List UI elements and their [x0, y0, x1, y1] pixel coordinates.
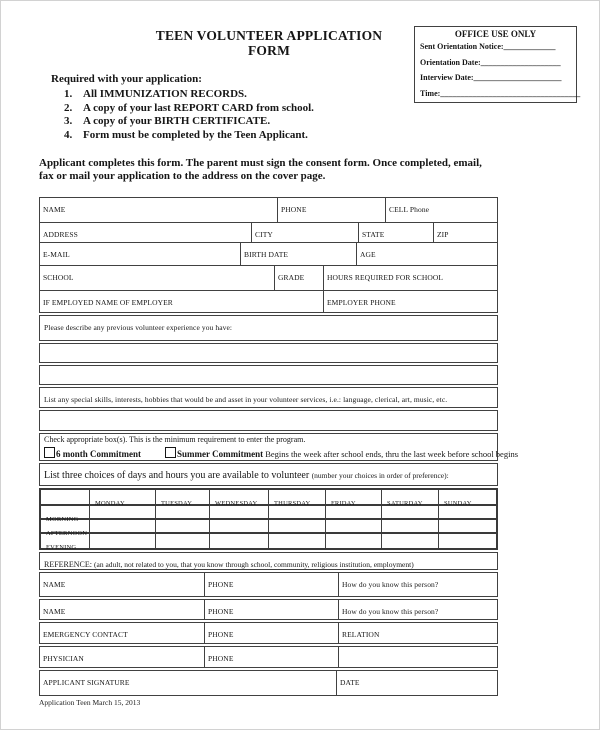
six-month-checkbox[interactable] — [44, 447, 55, 458]
office-line-time: Time:___________________________________ — [420, 88, 581, 98]
reference1-phone-field[interactable] — [205, 573, 339, 596]
city-label: CITY — [255, 230, 273, 239]
schedule-cell[interactable] — [382, 534, 439, 548]
signature-row — [39, 670, 498, 696]
requirement-text: All IMMUNIZATION RECORDS. — [83, 88, 247, 100]
requirements-heading: Required with your application: — [51, 73, 202, 85]
summer-checkbox[interactable] — [165, 447, 176, 458]
availability-morning-row — [41, 506, 496, 523]
time-label-afternoon — [41, 520, 90, 537]
physician-extra-cell[interactable] — [339, 647, 497, 667]
choices-heading-box — [39, 463, 498, 486]
reference-row-2 — [39, 599, 498, 620]
experience-label: Please describe any previous volunteer experience you have: — [44, 323, 233, 332]
time-label-evening — [41, 534, 90, 551]
address-field[interactable] — [40, 223, 252, 242]
name-label: NAME — [43, 580, 66, 589]
commitment-section — [39, 433, 519, 461]
office-line-sent-orientation: Sent Orientation Notice:_____________ — [420, 42, 556, 51]
day-header-saturday — [382, 490, 439, 507]
reference-label: REFERENCE: — [44, 560, 95, 569]
applicant-signature-field[interactable] — [40, 671, 337, 695]
how-know-label: How do you know this person? — [342, 607, 439, 616]
schedule-cell[interactable] — [269, 506, 326, 518]
availability-afternoon-row — [41, 520, 496, 537]
hours-required-field[interactable] — [324, 266, 497, 290]
emergency-phone-field[interactable] — [205, 623, 339, 643]
physician-label: PHYSICIAN — [43, 654, 84, 663]
schedule-cell[interactable] — [382, 520, 439, 532]
reference-row-1 — [39, 572, 498, 597]
day-label: MONDAY — [95, 500, 125, 507]
form-row — [39, 242, 498, 266]
relation-field[interactable] — [339, 623, 497, 643]
availability-evening-row — [41, 534, 496, 551]
phone-label: PHONE — [281, 205, 307, 214]
office-box-title: OFFICE USE ONLY — [454, 29, 537, 39]
hours-required-label: HOURS REQUIRED FOR SCHOOL — [327, 273, 444, 282]
grade-field[interactable] — [275, 266, 324, 290]
skills-blank-line[interactable] — [39, 410, 498, 431]
email-field[interactable] — [40, 243, 241, 265]
schedule-cell[interactable] — [210, 534, 269, 548]
state-label: STATE — [362, 230, 385, 239]
reference2-name-field[interactable] — [40, 600, 205, 619]
experience-field[interactable] — [39, 315, 498, 341]
skills-field[interactable] — [39, 387, 498, 408]
relation-label: RELATION — [342, 630, 380, 639]
schedule-cell[interactable] — [90, 534, 156, 548]
requirement-item — [64, 129, 314, 143]
phone-label: PHONE — [208, 630, 234, 639]
experience-blank-line[interactable] — [39, 343, 498, 363]
requirement-item — [64, 115, 314, 129]
birth-date-field[interactable] — [241, 243, 357, 265]
schedule-cell[interactable] — [90, 520, 156, 532]
birth-date-label: BIRTH DATE — [244, 250, 289, 259]
reference2-phone-field[interactable] — [205, 600, 339, 619]
emergency-contact-field[interactable] — [40, 623, 205, 643]
schedule-cell[interactable] — [326, 534, 382, 548]
schedule-cell[interactable] — [210, 506, 269, 518]
schedule-cell[interactable] — [156, 534, 210, 548]
day-header-friday — [326, 490, 382, 507]
form-row — [39, 290, 498, 313]
availability-corner-cell — [41, 490, 90, 504]
instructions-paragraph: Applicant completes this form. The parent must sign the consent form. Once completed, email, fax or mail your application to the address on the cover page. — [39, 157, 482, 182]
employer-phone-field[interactable] — [324, 291, 497, 312]
commitment-options — [44, 447, 519, 459]
how-know-label: How do you know this person? — [342, 580, 439, 589]
employer-field[interactable] — [40, 291, 324, 312]
time-label: EVENING — [46, 544, 77, 551]
day-label: FRIDAY — [331, 500, 356, 507]
physician-field[interactable] — [40, 647, 205, 667]
experience-blank-line[interactable] — [39, 365, 498, 385]
requirement-text: A copy of your last REPORT CARD from school. — [83, 101, 314, 114]
schedule-cell[interactable] — [326, 520, 382, 532]
school-field[interactable] — [40, 266, 275, 290]
requirement-item — [64, 88, 314, 102]
day-label: WEDNESDAY — [215, 500, 258, 507]
city-field[interactable] — [252, 223, 359, 242]
day-label: SATURDAY — [387, 500, 423, 507]
page-title-line1: TEEN VOLUNTEER APPLICATION — [155, 28, 383, 43]
time-label: AFTERNOON — [46, 530, 88, 537]
name-field[interactable] — [40, 198, 278, 222]
address-label: ADDRESS — [43, 230, 78, 239]
schedule-cell[interactable] — [90, 506, 156, 518]
schedule-cell[interactable] — [269, 520, 326, 532]
phone-label: PHONE — [208, 654, 234, 663]
employer-label: IF EMPLOYED NAME OF EMPLOYER — [43, 298, 173, 307]
email-label: E-MAIL — [43, 250, 70, 259]
cell-phone-field[interactable] — [386, 198, 497, 222]
physician-row — [39, 646, 498, 668]
day-header-wednesday — [210, 490, 269, 507]
date-label: DATE — [340, 678, 360, 687]
schedule-cell[interactable] — [439, 506, 496, 518]
document-footer: Application Teen March 15, 2013 — [39, 698, 141, 707]
reference-note: (an adult, not related to you, that you know through school, community, religious institution, employment) — [94, 560, 414, 569]
summer-description: Begins the week after school ends, thru the last week before school begins — [263, 449, 519, 459]
requirement-number: 3. — [64, 115, 73, 127]
zip-field[interactable] — [434, 223, 497, 242]
time-label: MORNING — [46, 516, 79, 523]
availability-header-row — [41, 490, 496, 506]
emergency-contact-label: EMERGENCY CONTACT — [43, 630, 128, 639]
checkbox-intro: Check appropriate box(s). This is the minimum requirement to enter the program. — [44, 435, 306, 444]
schedule-cell[interactable] — [326, 506, 382, 518]
grade-label: GRADE — [278, 273, 305, 282]
reference-heading-box — [39, 552, 498, 570]
day-header-monday — [90, 490, 156, 507]
name-label: NAME — [43, 607, 66, 616]
form-row — [39, 222, 498, 243]
requirement-text: Form must be completed by the Teen Applicant. — [83, 128, 308, 141]
schedule-cell[interactable] — [439, 520, 496, 532]
requirements-list — [64, 88, 314, 142]
reference1-how-know-field[interactable] — [339, 573, 497, 596]
age-label: AGE — [360, 250, 376, 259]
day-header-tuesday — [156, 490, 210, 507]
emergency-contact-row — [39, 622, 498, 644]
day-label: THURSDAY — [274, 500, 311, 507]
requirement-item — [64, 102, 314, 116]
date-field[interactable] — [337, 671, 497, 695]
physician-phone-field[interactable] — [205, 647, 339, 667]
day-label: TUESDAY — [161, 500, 193, 507]
reference2-how-know-field[interactable] — [339, 600, 497, 619]
office-line-interview-date: Interview Date:______________________ — [420, 73, 562, 82]
zip-label: ZIP — [437, 230, 449, 239]
cell-phone-label: CELL Phone — [389, 205, 430, 214]
page-title-line2: FORM — [247, 43, 291, 58]
reference1-name-field[interactable] — [40, 573, 205, 596]
requirement-number: 4. — [64, 128, 73, 141]
day-label: SUNDAY — [444, 500, 472, 507]
phone-label: PHONE — [208, 580, 234, 589]
form-row — [39, 265, 498, 291]
choices-heading: List three choices of days and hours you are available to volunteer — [44, 470, 312, 481]
schedule-cell[interactable] — [269, 534, 326, 548]
application-form — [39, 197, 519, 696]
day-header-thursday — [269, 490, 326, 507]
requirement-number: 2. — [64, 101, 73, 114]
form-row — [39, 197, 498, 223]
choices-note: (number your choices in order of preference): — [311, 471, 449, 480]
schedule-cell[interactable] — [156, 520, 210, 532]
phone-field[interactable] — [278, 198, 386, 222]
skills-label: List any special skills, interests, hobbies that would be and asset in your volunteer services, i.e.: language, clerical, art, music, etc. — [44, 395, 448, 404]
requirement-number: 1. — [64, 88, 73, 100]
state-field[interactable] — [359, 223, 434, 242]
office-use-only-box — [414, 26, 581, 103]
time-label-morning — [41, 506, 90, 523]
phone-label: PHONE — [208, 607, 234, 616]
schedule-cell[interactable] — [210, 520, 269, 532]
day-header-sunday — [439, 490, 496, 507]
schedule-cell[interactable] — [439, 534, 496, 548]
availability-grid — [39, 488, 498, 550]
six-month-label: 6 month Commitment — [56, 449, 141, 459]
employer-phone-label: EMPLOYER PHONE — [327, 298, 396, 307]
schedule-cell[interactable] — [156, 506, 210, 518]
office-line-orientation-date: Orientation Date:____________________ — [420, 57, 561, 67]
requirement-text: A copy of your BIRTH CERTIFICATE. — [83, 115, 271, 127]
contact-section — [39, 197, 498, 313]
name-label: NAME — [43, 205, 66, 214]
summer-label: Summer Commitment — [177, 449, 264, 459]
school-label: SCHOOL — [43, 273, 74, 282]
age-field[interactable] — [357, 243, 497, 265]
applicant-signature-label: APPLICANT SIGNATURE — [43, 678, 130, 687]
schedule-cell[interactable] — [382, 506, 439, 518]
